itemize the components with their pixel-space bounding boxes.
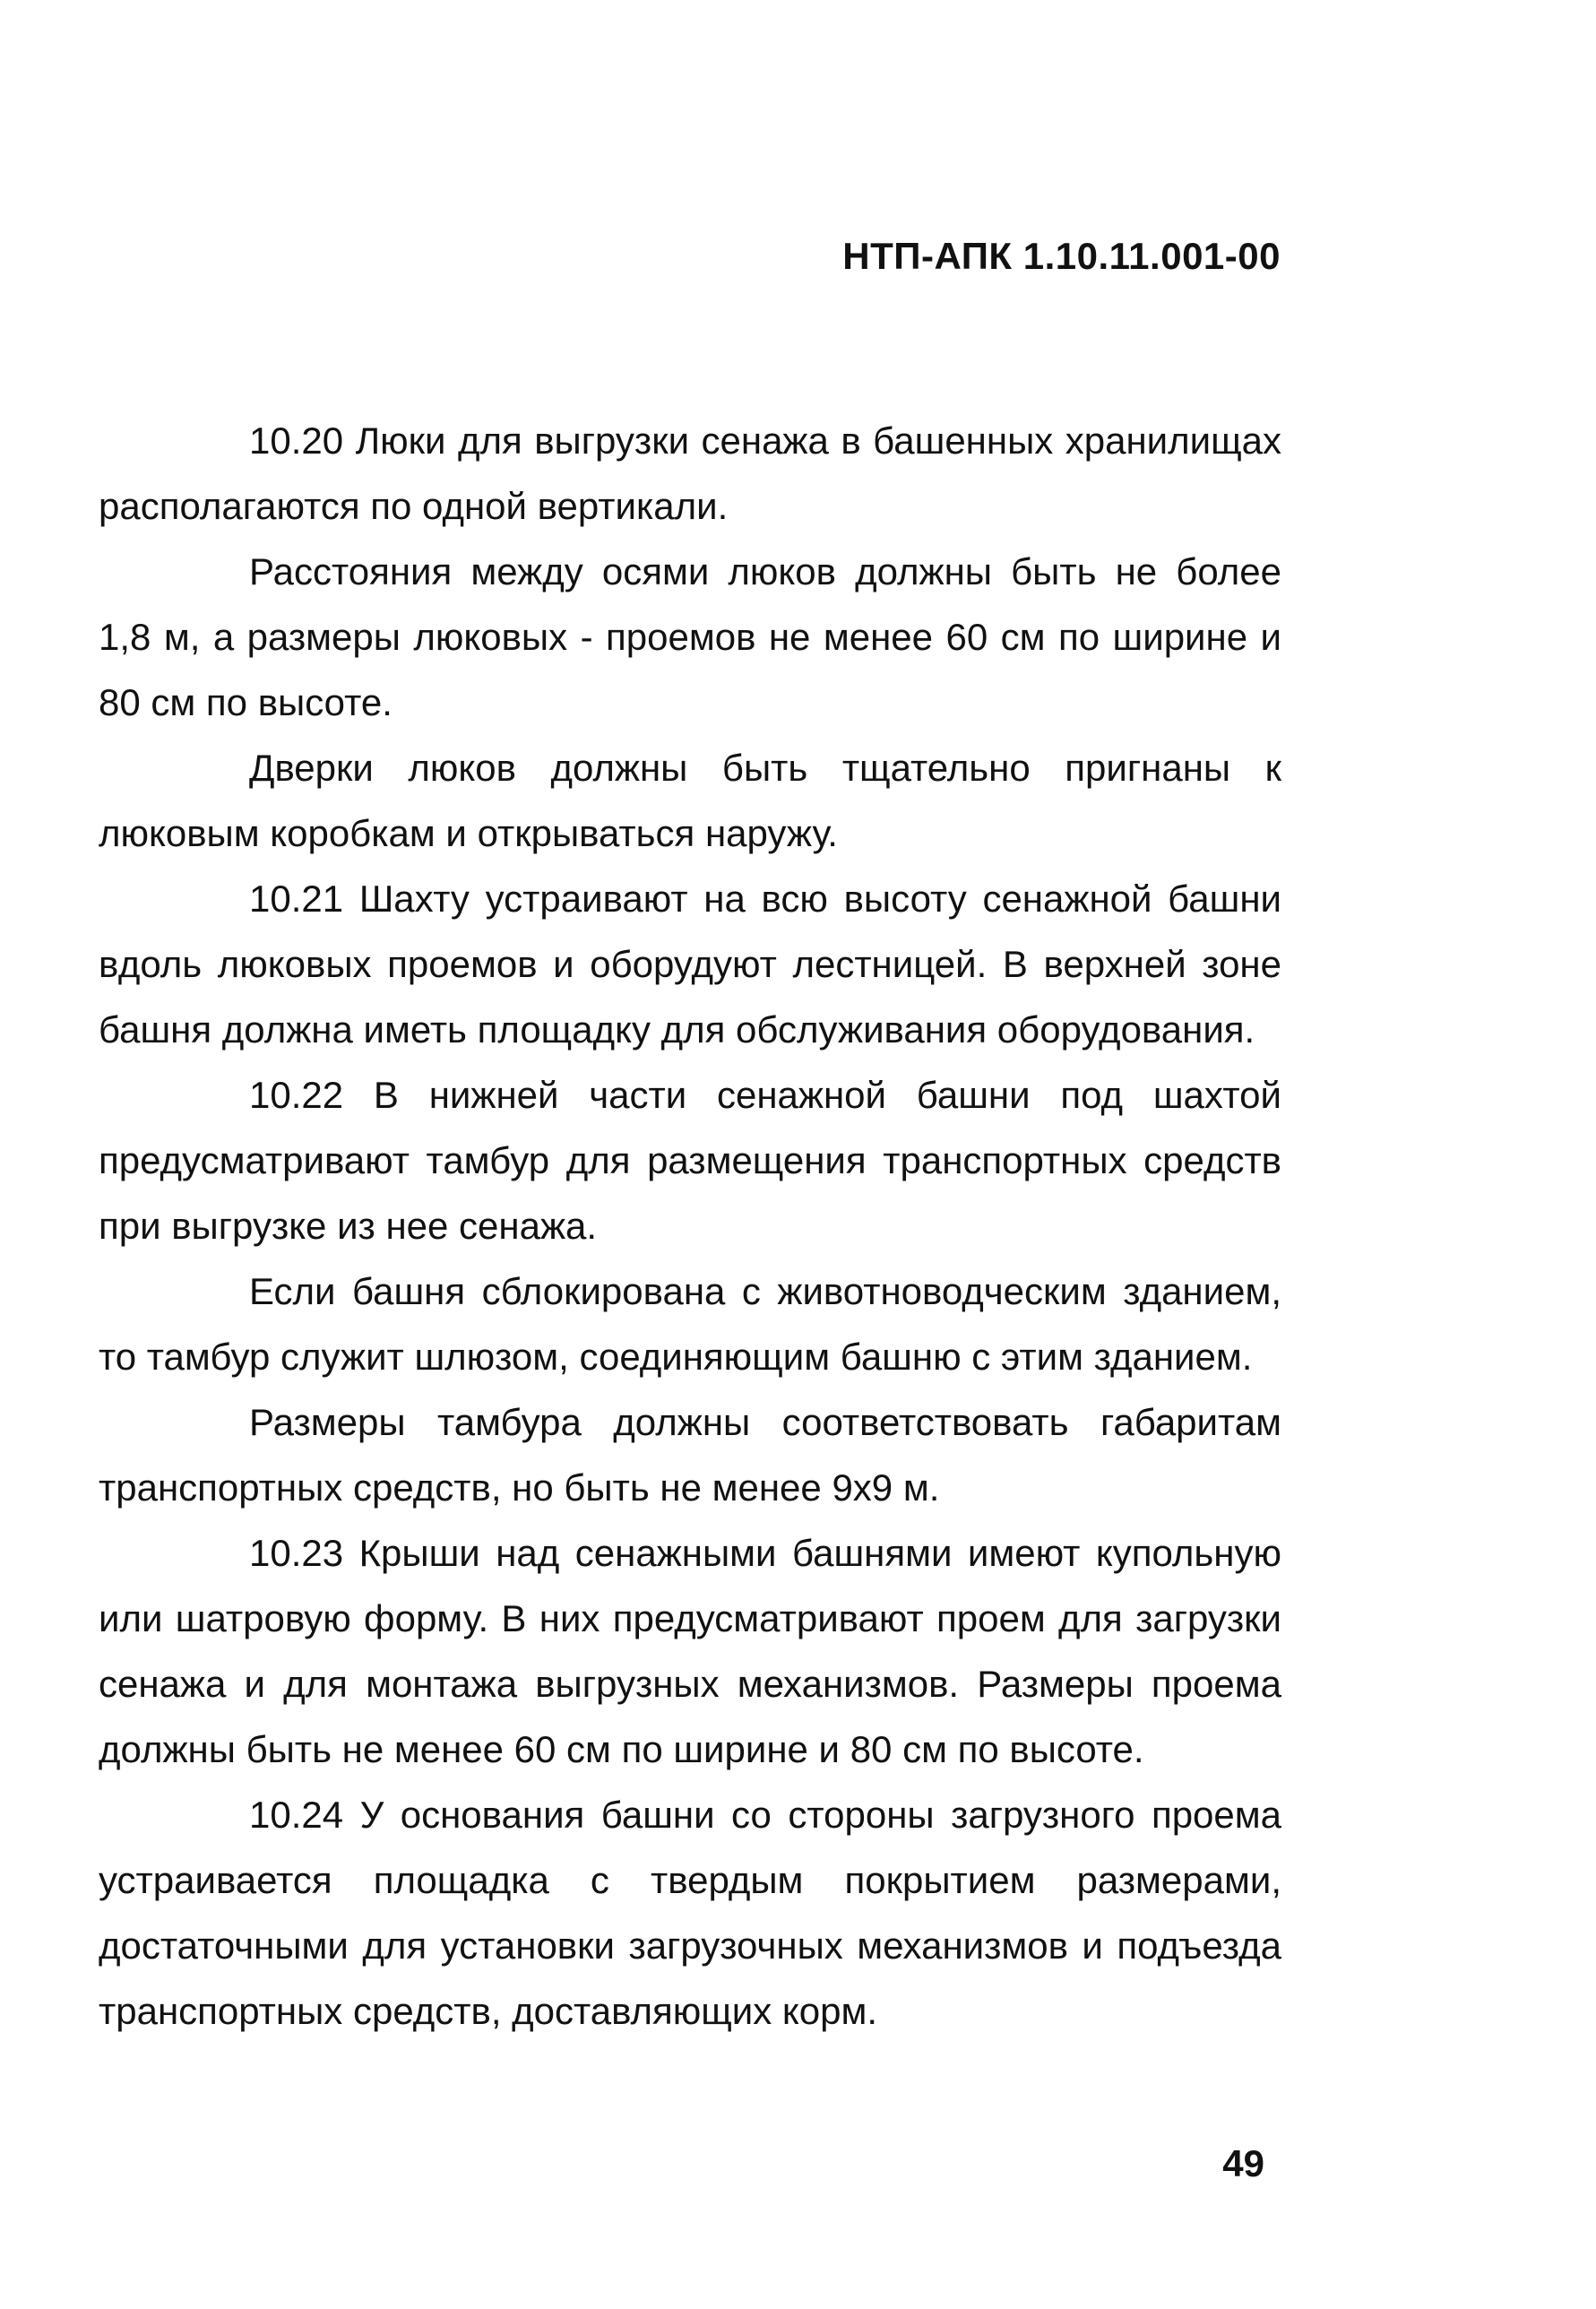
paragraph-10-23: 10.23 Крыши над сенажными башнями имеют купольную или шатровую форму. В них предусматривают проем для загрузки сенажа и для монтажа выгрузных механизмов. Размеры проема должны быть не менее 60 см по ширине и 80 см по высоте.: [99, 1532, 1281, 1770]
document-code-header: НТП-АПК 1.10.11.001-00: [842, 235, 1281, 277]
paragraph-10-22: 10.22 В нижней части сенажной башни под шахтой предусматривают тамбур для размещения транспортных средств при выгрузке из нее сенажа.: [99, 1074, 1281, 1247]
paragraph-hatch-distance: Расстояния между осями люков должны быть не более 1,8 м, а размеры люковых - проемов не менее 60 см по ширине и 80 см по высоте.: [99, 550, 1281, 723]
document-body: [99, 408, 1281, 2044]
paragraph-10-24: 10.24 У основания башни со стороны загрузного проема устраивается площадка с твердым покрытием размерами, достаточными для установки загрузочных механизмов и подъезда транспортных средств, доставляющих корм.: [99, 1794, 1281, 2032]
page-number: 49: [1222, 2142, 1264, 2184]
paragraph-tower-blocked: Если башня сблокирована с животноводческим зданием, то тамбур служит шлюзом, соединяющим башню с этим зданием.: [99, 1270, 1281, 1378]
paragraph-10-21: 10.21 Шахту устраивают на всю высоту сенажной башни вдоль люковых проемов и оборудуют лестницей. В верхней зоне башня должна иметь площадку для обслуживания оборудования.: [99, 878, 1281, 1051]
paragraph-vestibule-size: Размеры тамбура должны соответствовать габаритам транспортных средств, но быть не менее 9х9 м.: [99, 1401, 1281, 1509]
paragraph-hatch-doors: Дверки люков должны быть тщательно пригнаны к люковым коробкам и открываться наружу.: [99, 747, 1281, 854]
paragraph-10-20: 10.20 Люки для выгрузки сенажа в башенных хранилищах располагаются по одной вертикали.: [99, 419, 1281, 527]
